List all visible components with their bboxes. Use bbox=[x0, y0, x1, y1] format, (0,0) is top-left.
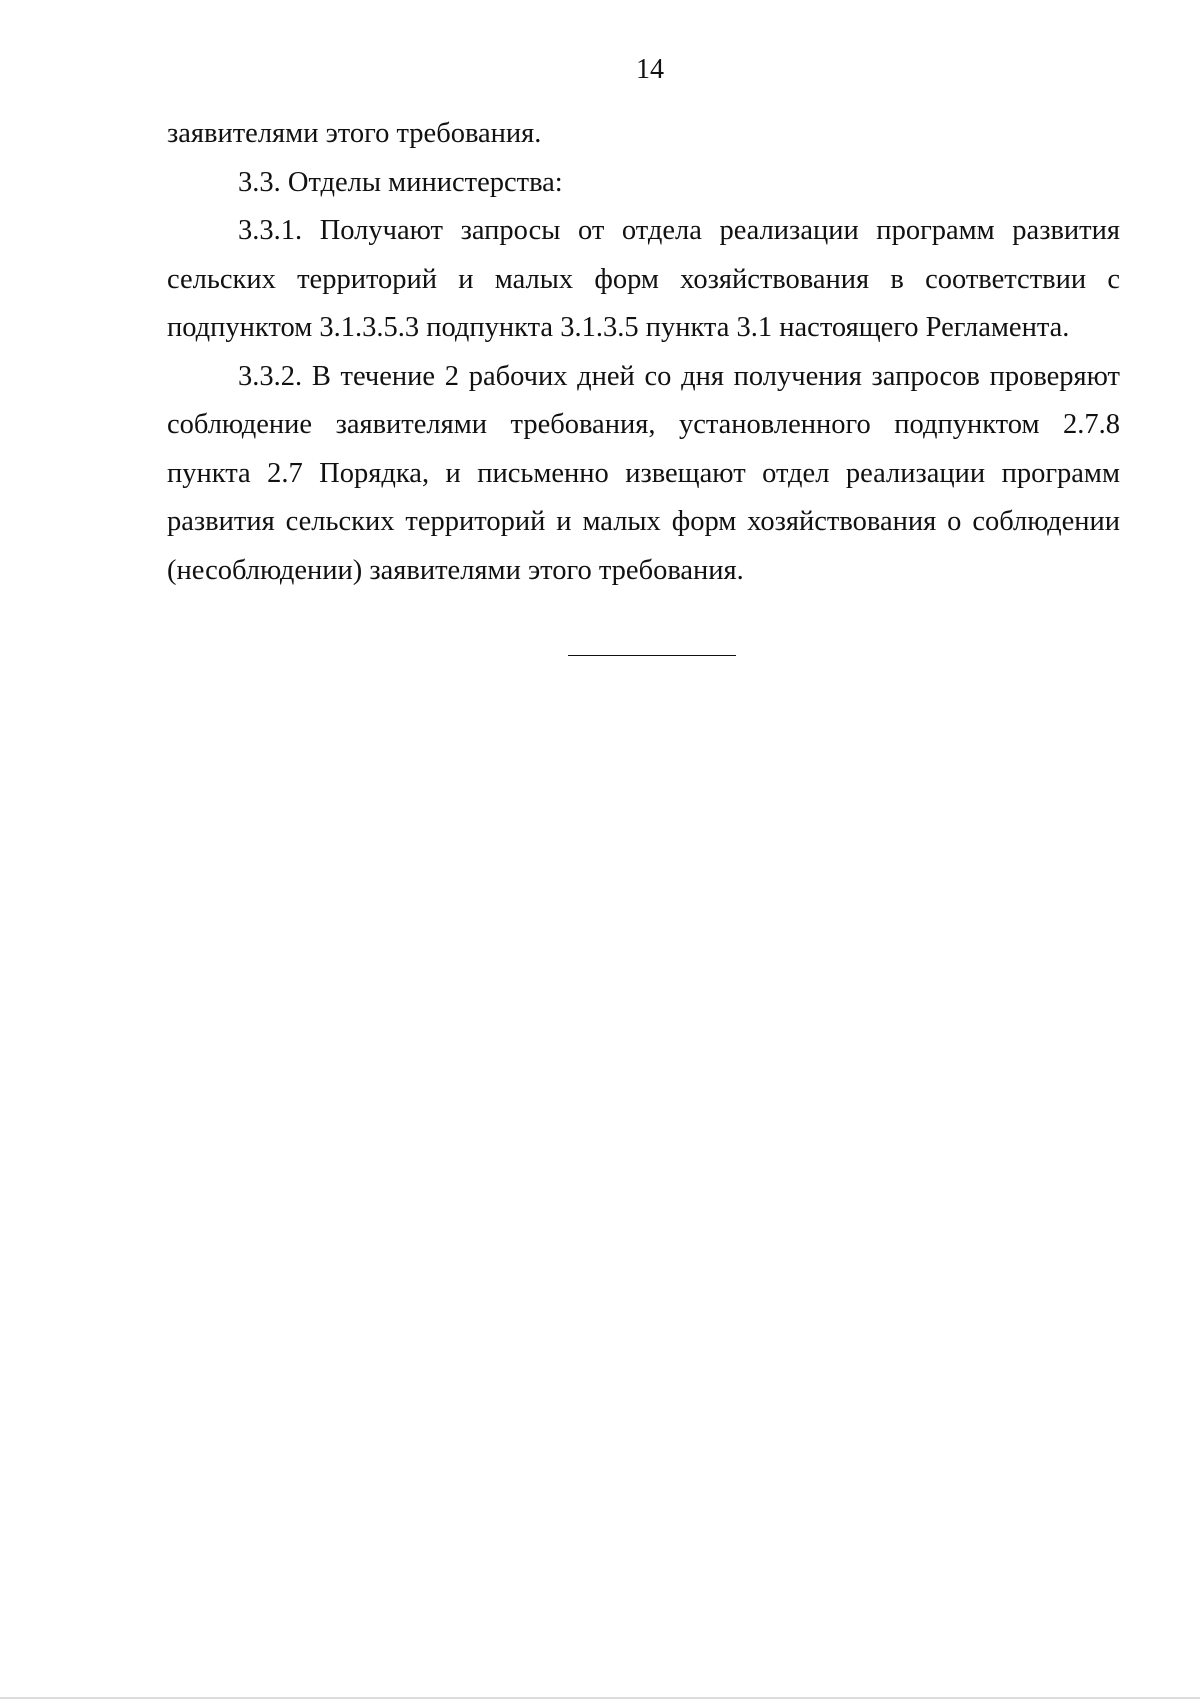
paragraph-section-3-3-1: 3.3.1. Получают запросы от отдела реализации программ развития сельских территорий и малых форм хозяйствования в соответствии с подпунктом 3.1.3.5.3 подпункта 3.1.3.5 пункта 3.1 настоящего Регламента. bbox=[167, 215, 1120, 343]
document-body bbox=[167, 110, 1120, 595]
paragraph-section-3-3-2: 3.3.2. В течение 2 рабочих дней со дня получения запросов проверяют соблюдение заявителями требования, установленного подпунктом 2.7.8 пункта 2.7 Порядка, и письменно извещают отдел реализации программ развития сельских территорий и малых форм хозяйствования о соблюдении (несоблюдении) заявителями этого требования. bbox=[167, 360, 1120, 586]
page-number: 14 bbox=[636, 54, 664, 85]
paragraph-section-3-3: 3.3. Отделы министерства: bbox=[238, 166, 563, 198]
end-of-text-rule bbox=[568, 655, 736, 656]
paragraph-continuation: заявителями этого требования. bbox=[167, 118, 542, 149]
